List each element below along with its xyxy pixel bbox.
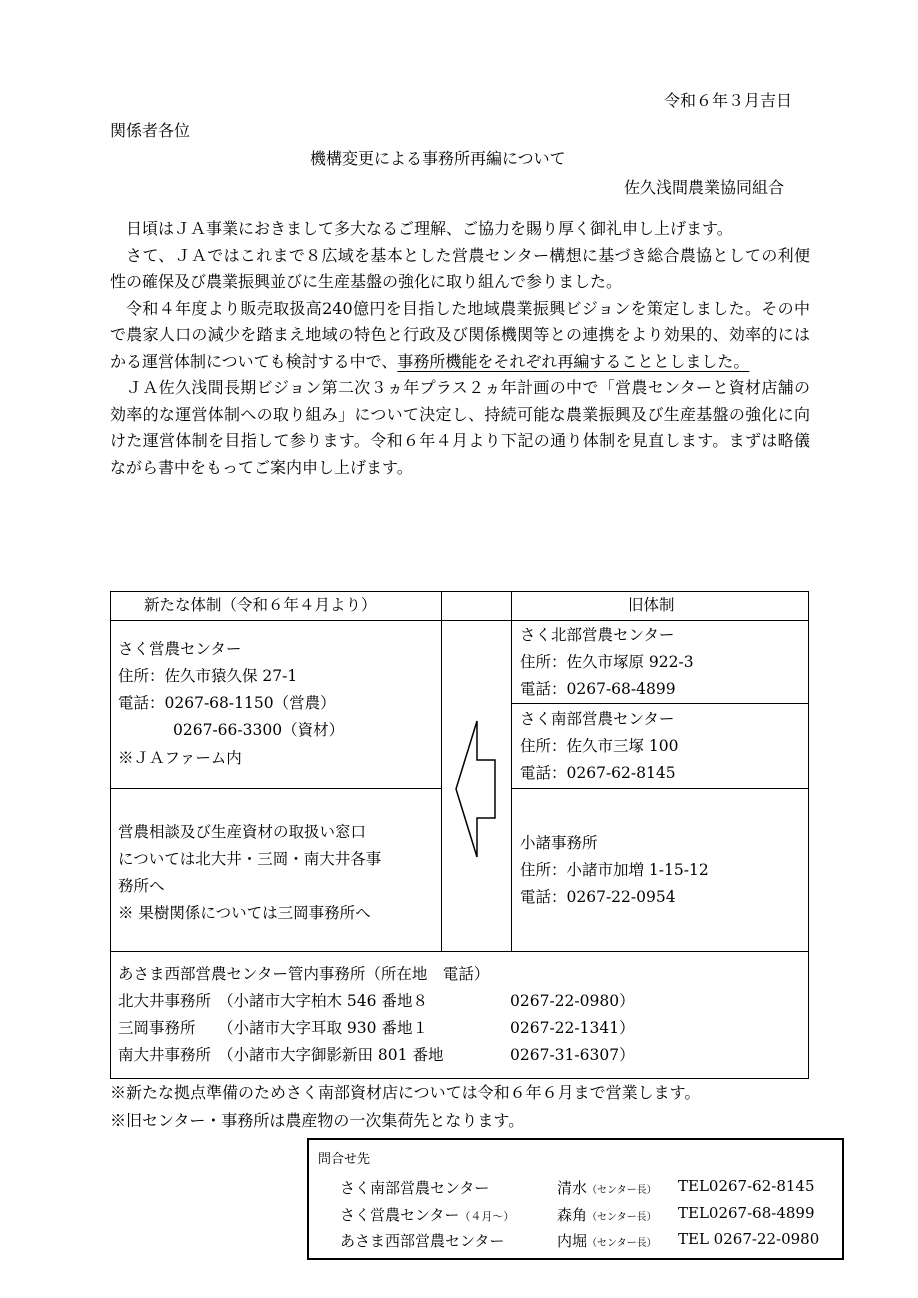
old-komoro-phone: 電話：0267-22-0954 [520, 888, 676, 906]
sender: 佐久浅間農業協同組合 [624, 178, 785, 197]
recipient: 関係者各位 [110, 121, 191, 140]
contact-center-name: さく営農センター [340, 1206, 460, 1224]
contact-person [557, 1230, 657, 1251]
contact-role: （センター長） [587, 1212, 657, 1223]
new-center-address: 住所：佐久市猿久保 27-1 [118, 667, 298, 685]
old-north-address: 住所：佐久市塚原 922-3 [520, 653, 694, 671]
new-system-header: 新たな体制（令和６年４月より） [144, 596, 377, 614]
paragraph-3-underlined: 事務所機能をそれぞれ再編することとしました。 [397, 351, 750, 371]
office-name: 三岡事務所 [118, 1019, 196, 1037]
contact-tel: TEL 0267-22-0980 [678, 1230, 820, 1248]
new-note-line-2: については北大井・三岡・南大井各事 [118, 850, 382, 868]
old-south-address: 住所：佐久市三塚 100 [520, 737, 679, 755]
contact-tel: TEL0267-68-4899 [678, 1204, 815, 1222]
office-phone: 0267-31-6307） [510, 1046, 635, 1064]
contact-title: 問合せ先 [318, 1152, 371, 1167]
old-south-phone: 電話：0267-62-8145 [520, 764, 676, 782]
date: 令和６年３月吉日 [664, 91, 793, 110]
left-arrow-icon [455, 720, 497, 858]
offices-header: あさま西部営農センター管内事務所（所在地 電話） [118, 965, 490, 983]
old-system-header: 旧体制 [628, 596, 675, 614]
office-phone: 0267-22-1341） [510, 1019, 635, 1037]
contact-name: 森角 [557, 1206, 588, 1224]
office-address: （小諸市大字耳取 930 番地１ [218, 1019, 428, 1037]
contact-center: さく南部営農センター [340, 1179, 490, 1197]
contact-person [557, 1177, 657, 1198]
contact-tel: TEL0267-62-8145 [678, 1177, 815, 1195]
document-title: 機構変更による事務所再編について [310, 149, 566, 168]
office-address: （小諸市大字柏木 546 番地８ [218, 992, 428, 1010]
paragraph-1: 日頃はＪＡ事業におきまして多大なるご理解、ご協力を賜り厚く御礼申し上げます。 [126, 219, 733, 238]
footnote: ※新たな拠点準備のためさく南部資材店については令和６年６月まで営業します。 [110, 1083, 701, 1102]
new-center-name: さく営農センター [118, 640, 242, 658]
body-text [110, 216, 810, 481]
contact-role: （センター長） [587, 1238, 657, 1249]
paragraph-3 [110, 296, 810, 376]
office-address: （小諸市大字御影新田 801 番地 [218, 1046, 444, 1064]
office-name: 北大井事務所 [118, 992, 212, 1010]
new-center-phone: 電話：0267-68-1150（営農） [118, 694, 336, 712]
old-south-name: さく南部営農センター [520, 710, 675, 728]
contact-person [557, 1204, 657, 1225]
footnote: ※旧センター・事務所は農産物の一次集荷先となります。 [110, 1111, 525, 1130]
new-note-line-1: 営農相談及び生産資材の取扱い窓口 [118, 823, 367, 841]
paragraph-3-text: 令和４年度より販売取扱高240億円を目指した地域農業振興ビジョンを策定しました。その中で農家人口の減少を踏まえ地域の特色と行政及び関係機関等との連携をより効果的、効率的にはかる運営体制についても検討する中で、 [110, 298, 810, 371]
new-note-line-3: 務所へ [118, 877, 165, 895]
contact-center: あさま西部営農センター [340, 1232, 505, 1250]
new-center-note: ※ＪＡファーム内 [118, 749, 242, 767]
paragraph-4: ＪＡ佐久浅間長期ビジョン第二次３ヵ年プラス２ヵ年計画の中で「営農センターと資材店舗の効率的な運営体制への取り組み」について決定し、持続可能な農業振興及び生産基盤の強化に向けた運営体制を目指して参ります。令和６年４月より下記の通り体制を見直します。まずは略儀ながら書中をもってご案内申し上げます。 [110, 378, 810, 477]
old-north-name: さく北部営農センター [520, 626, 675, 644]
office-name: 南大井事務所 [118, 1046, 212, 1064]
old-komoro-address: 住所：小諸市加増 1-15-12 [520, 861, 709, 879]
new-note-line-4: ※ 果樹関係については三岡事務所へ [118, 904, 371, 922]
contact-role: （センター長） [587, 1185, 657, 1196]
old-north-phone: 電話：0267-68-4899 [520, 680, 676, 698]
old-komoro-name: 小諸事務所 [520, 834, 598, 852]
paragraph-2: さて、ＪＡではこれまで８広域を基本とした営農センター構想に基づき総合農協としての利便性の確保及び農業振興並びに生産基盤の強化に取り組んで参りました。 [110, 245, 810, 291]
contact-center [340, 1204, 514, 1225]
new-center-phone-materials: 0267-66-3300（資材） [173, 721, 345, 739]
contact-qualifier: （４月～） [459, 1210, 515, 1223]
contact-name: 清水 [557, 1179, 588, 1197]
office-phone: 0267-22-0980） [510, 992, 635, 1010]
contact-name: 内堀 [557, 1232, 588, 1250]
